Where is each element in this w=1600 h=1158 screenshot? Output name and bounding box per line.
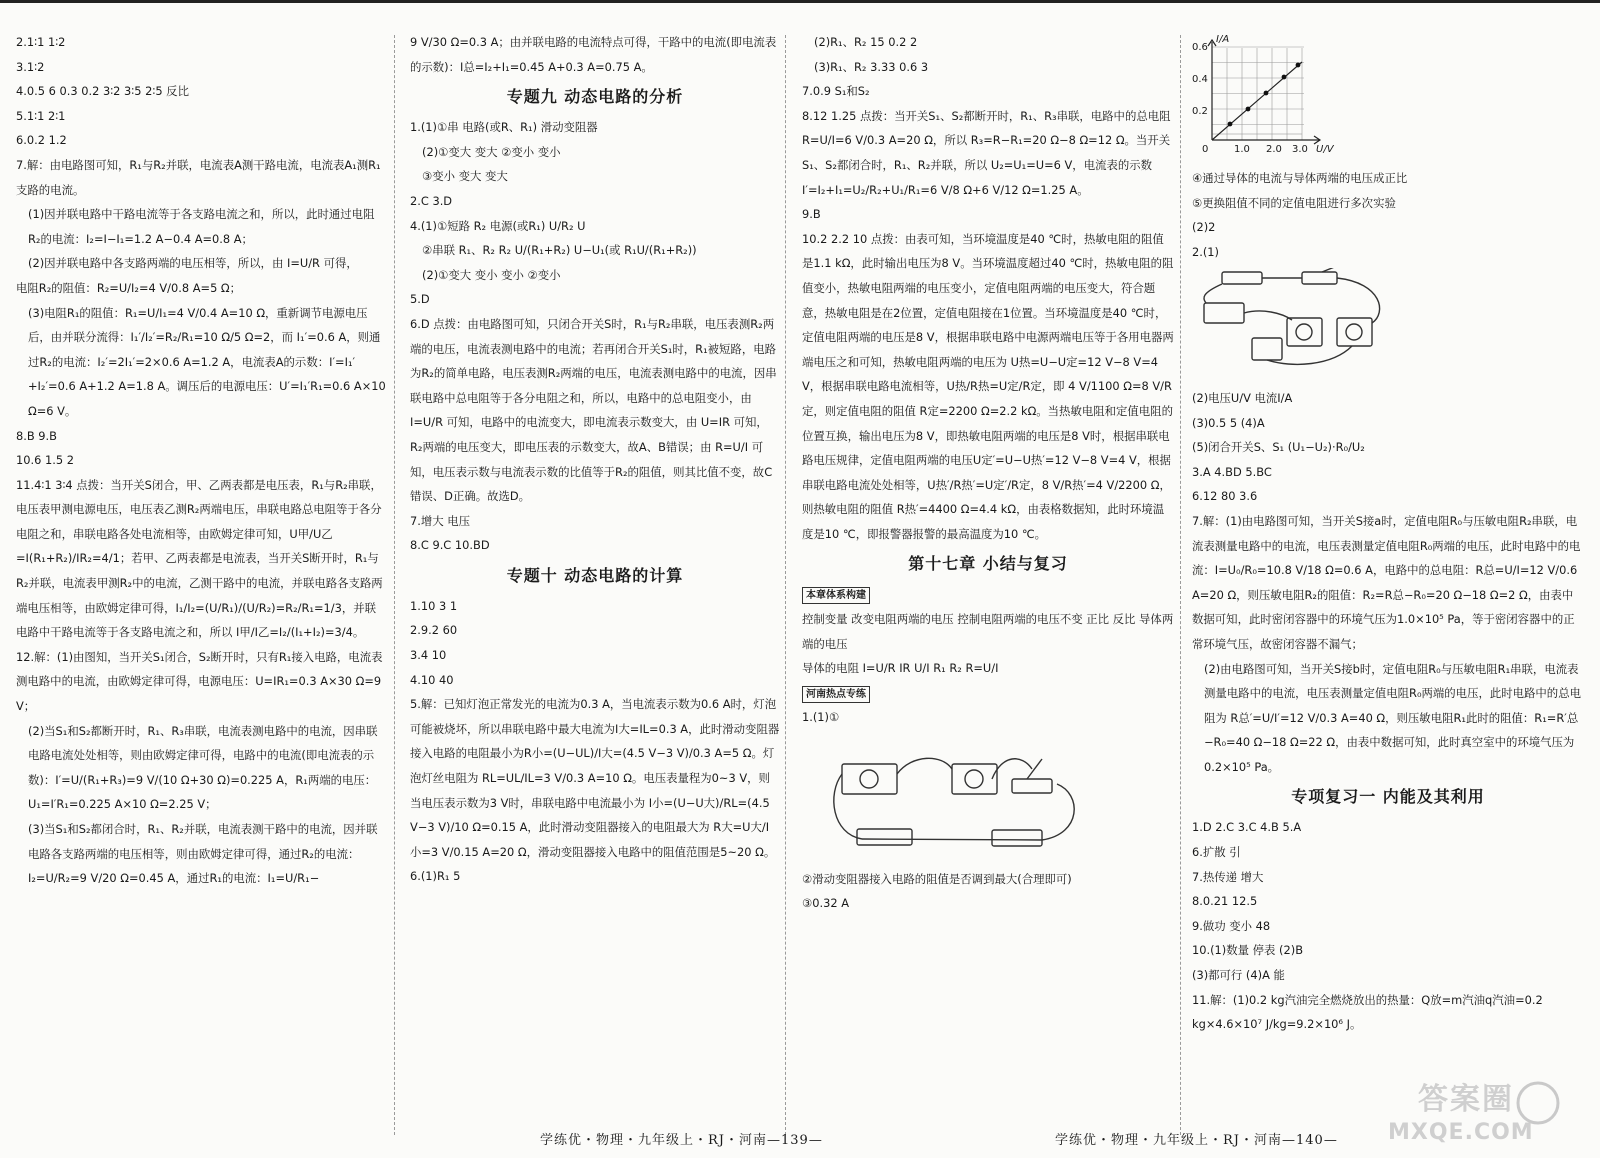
top-border bbox=[0, 0, 1600, 3]
answer-line: 9.做功 变小 48 bbox=[1192, 918, 1271, 933]
answer-line: 5.D bbox=[410, 292, 430, 307]
answer-line: 6.(1)R₁ 5 bbox=[410, 869, 461, 884]
answer-line: (3)0.5 5 (4)A bbox=[1192, 415, 1265, 430]
answer-line: 10.6 1.5 2 bbox=[16, 453, 74, 468]
answer-paragraph: 6.D 点拨：由电路图可知，只闭合开关S时，R₁与R₂串联，电压表测R₂两端的电压，电流表测电路中的电流；若再闭合开关S₁时，R₁被短路，电路为R₂的简单电路，电压表测R₂两端的电压，电流表测电路中的电流，因串联电路中总电阻等于各分电阻之和，所以，电路中的总电阻变小，由 I=U/R 可知，电路中的电流变大，即电流表示数变大，由 U=IR 可知，R₂两端的电压变大，即电压表的示数变大，故A、B错误；由 R=U/I 可知，电压表示数与电流表示数的比值等于R₂的阻值，则其比值不变，故C错误、D正确。故选D。 bbox=[410, 316, 777, 504]
answer-line: 10.(1)数量 停表 (2)B bbox=[1192, 943, 1304, 958]
graph-x-label: U/V bbox=[1316, 144, 1334, 155]
answer-line: 3.A 4.BD 5.BC bbox=[1192, 464, 1272, 479]
answer-line: (2)2 bbox=[1192, 220, 1216, 235]
answer-column-1 bbox=[16, 30, 386, 1085]
answer-paragraph: 7.解：(1)由电路图可知，当开关S接a时，定值电阻R₀与压敏电阻R₂串联，电流表测量电路中的电流，电压表测量定值电阻R₀两端的电压，此时电路中的电流：I=U₀/R₀=10.8 V/18 Ω=0.6 A，电路中的总电阻：R总=U/I=12 V/0.6 A=20 Ω，则压敏电阻R₂的阻值：R₂=R总−R₀=20 Ω−18 Ω=2 Ω，由表中数据可知，此时密闭容器中的环境气压为1.0×10⁵ Pa，等于密闭容器中的正常环境气压，故密闭容器不漏气； bbox=[1192, 513, 1581, 651]
answer-line: 2.C 3.D bbox=[410, 193, 453, 208]
graph-y-tick: 0.6 bbox=[1192, 42, 1208, 53]
answer-paragraph: 9 V/30 Ω=0.3 A；由并联电路的电流特点可得，干路中的电流(即电流表的示数)：I总=I₂+I₁=0.45 A+0.3 A=0.75 A。 bbox=[410, 35, 777, 74]
answer-line: 2.9.2 60 bbox=[410, 623, 458, 638]
column-divider bbox=[785, 35, 786, 1135]
circuit-diagram bbox=[1192, 268, 1584, 382]
watermark-logo-text: 答案圈 bbox=[1418, 1082, 1514, 1117]
page-footer-right: 学练优・物理・九年级上・RJ・河南—140— bbox=[1055, 1133, 1338, 1148]
answer-paragraph: 8.12 1.25 点拨：当开关S₁、S₂都断开时，R₁、R₃串联，电路中的总电阻 R=U/I=6 V/0.3 A=20 Ω，所以 R₃=R−R₁=20 Ω−8 Ω=12 Ω。当开关S₁、S₂都闭合时，R₁、R₂并联，所以 U₂=U₁=U=6 V，电流表的示数 I′=I₂+I₁=U₂/R₂+U₁/R₁=6 V/8 Ω+6 V/12 Ω=1.25 A。 bbox=[802, 108, 1171, 197]
answer-line: (2)电压U/V 电流I/A bbox=[1192, 390, 1293, 405]
answer-paragraph: (3)电阻R₁的阻值：R₁=U/I₁=4 V/0.4 A=10 Ω，重新调节电源电压后，由并联分流得：I₁′/I₂′=R₂/R₁=10 Ω/5 Ω=2，而 I₁′=0.6 A，则通过R₂的电流：I₂′=2I₁′=2×0.6 A=1.2 A，电流表A的示数：I′=I₁′+I₂′=0.6 A+1.2 A=1.8 A。调压后的电源电压：U′=I₁′R₁=0.6 A×10 Ω=6 V。 bbox=[28, 305, 386, 418]
answer-line: 4.0.5 6 0.3 0.2 3∶2 3∶5 2∶5 反比 bbox=[16, 84, 189, 99]
answer-line: 9.B bbox=[802, 207, 821, 222]
answer-line: 4.10 40 bbox=[410, 672, 454, 687]
section-label-box: 本章体系构建 bbox=[802, 587, 870, 604]
answer-paragraph: 11.解：(1)0.2 kg汽油完全燃烧放出的热量：Q放=m汽油q汽油=0.2 kg×4.6×10⁷ J/kg=9.2×10⁶ J。 bbox=[1192, 992, 1543, 1032]
graph-x-tick: 0 bbox=[1202, 144, 1209, 155]
answer-line: 7.0.9 S₁和S₂ bbox=[802, 84, 870, 99]
answer-paragraph: 控制变量 改变电阻两端的电压 控制电阻两端的电压不变 正比 反比 导体两端的电压 bbox=[802, 612, 1174, 651]
graph-x-tick: 1.0 bbox=[1234, 144, 1250, 155]
answer-line: 6.0.2 1.2 bbox=[16, 133, 67, 148]
section-heading: 专题九 动态电路的分析 bbox=[506, 87, 684, 107]
answer-line: ④通过导体的电流与导体两端的电压成正比 bbox=[1192, 171, 1408, 185]
answer-paragraph: (2)由电路图可知，当开关S接b时，定值电阻R₀与压敏电阻R₁串联，电流表测量电路中的电流，电压表测量定值电阻R₀两端的电压，此时电路中的总电阻为 R总′=U/I′=12 V/0.3 A=40 Ω，则压敏电阻R₁此时的阻值：R₁=R′总−R₀=40 Ω−18 Ω=22 Ω，由表中数据可知，此时真空室中的环境气压为0.2×10⁵ Pa。 bbox=[1204, 661, 1581, 774]
answer-column-3 bbox=[802, 30, 1174, 1085]
column-divider bbox=[394, 35, 395, 1135]
answer-line: 1.10 3 1 bbox=[410, 598, 458, 613]
answer-line: ②串联 R₁、R₂ R₂ U/(R₁+R₂) U−U₁(或 R₁U/(R₁+R₂)) bbox=[422, 243, 697, 258]
answer-line: (2)①变大 变大 ②变小 变小 bbox=[422, 144, 561, 159]
page-footer-left: 学练优・物理・九年级上・RJ・河南—139— bbox=[540, 1133, 823, 1148]
graph-x-tick: 2.0 bbox=[1266, 144, 1282, 155]
answer-line: 7.热传递 增大 bbox=[1192, 869, 1264, 884]
answer-paragraph: (2)当S₁和S₂都断开时，R₁、R₃串联，电流表测电路中的电流，因串联电路电流处处相等，则由欧姆定律可得，电路中的电流(即电流表的示数)：I′=U/(R₁+R₃)=9 V/(10 Ω+30 Ω)=0.225 A，R₁两端的电压：U₁=I′R₁=0.225 A×10 Ω=2.25 V； bbox=[28, 723, 378, 812]
section-label-box: 河南热点专练 bbox=[802, 686, 870, 703]
answer-paragraph: 电阻R₂的阻值：R₂=U/I₂=4 V/0.8 A=5 Ω； bbox=[16, 280, 242, 295]
answer-paragraph: (1)因并联电路中干路电流等于各支路电流之和，所以，此时通过电阻R₂的电流：I₂=I−I₁=1.2 A−0.4 A=0.8 A； bbox=[28, 207, 375, 246]
column-divider bbox=[1180, 35, 1181, 1135]
answer-line: (2)①变大 变小 变小 ②变小 bbox=[422, 267, 561, 282]
i-u-graph bbox=[1192, 34, 1584, 162]
graph-y-tick: 0.4 bbox=[1192, 74, 1208, 85]
answer-line: 1.D 2.C 3.C 4.B 5.A bbox=[1192, 820, 1302, 835]
answer-line: 2.(1) bbox=[1192, 244, 1220, 259]
answer-line: 4.(1)①短路 R₂ 电源(或R₁) U/R₂ U bbox=[410, 218, 586, 233]
answer-line: 1.(1)① bbox=[802, 710, 840, 725]
graph-y-tick: 0.2 bbox=[1192, 106, 1208, 117]
answer-paragraph: (3)当S₁和S₂都闭合时，R₁、R₂并联，电流表测干路中的电流，因并联电路各支路两端的电压相等，则由欧姆定律可得，通过R₂的电流：I₂=U/R₂=9 V/20 Ω=0.45 A，通过R₁的电流：I₁=U/R₁− bbox=[28, 822, 378, 886]
answer-column-2 bbox=[410, 30, 780, 1085]
watermark-logo bbox=[1348, 1078, 1578, 1148]
answer-line: 3.4 10 bbox=[410, 648, 447, 663]
answer-column-4 bbox=[1192, 30, 1584, 1085]
answer-line: 8.0.21 12.5 bbox=[1192, 894, 1258, 909]
answer-line: ⑤更换阻值不同的定值电阻进行多次实验 bbox=[1192, 195, 1396, 210]
answer-line: 2.1∶1 1∶2 bbox=[16, 35, 66, 49]
answer-line: (2)R₁、R₂ 15 0.2 2 bbox=[814, 35, 918, 49]
answer-paragraph: 12.解：(1)由图知，当开关S₁闭合，S₂断开时，只有R₁接入电路，电流表测电路中的电流，由欧姆定律可得，电源电压：U=IR₁=0.3 A×30 Ω=9 V； bbox=[16, 649, 383, 714]
answer-line: 导体的电阻 I=U/R IR U/I R₁ R₂ R=U/I bbox=[802, 661, 999, 676]
answer-paragraph: 5.解：已知灯泡正常发光的电流为0.3 A，当电流表示数为0.6 A时，灯泡可能被烧坏，所以串联电路中最大电流为I大=IL=0.3 A，此时滑动变阻器接入电路的电阻最小为R小=(U−UL)/I大=(4.5 V−3 V)/0.3 A=5 Ω。灯泡灯丝电阻为 RL=UL/IL=3 V/0.3 A=10 Ω。电压表量程为0~3 V，则当电压表示数为3 V时，串联电路中电流最小为 I小=(U−U大)/RL=(4.5 V−3 V)/10 Ω=0.15 A，此时滑动变阻器接入的电阻最大为 R大=U大/I小=3 V/0.15 A=20 Ω，滑动变阻器接入电路中的阻值范围是5~20 Ω。 bbox=[410, 697, 780, 859]
answer-line: (3)都可行 (4)A 能 bbox=[1192, 968, 1285, 983]
answer-line: 1.(1)①串 电路(或R、R₁) 滑动变阻器 bbox=[410, 120, 598, 135]
answer-paragraph: (2)因并联电路中各支路两端的电压相等，所以，由 I=U/R 可得， bbox=[28, 256, 358, 271]
answer-paragraph: 11.4∶1 3∶4 点拨：当开关S闭合，甲、乙两表都是电压表，R₁与R₂串联，电压表甲测电源电压，电压表乙测R₂两端电压，串联电路总电阻等于各分电阻之和，串联电路各处电流相等，由欧姆定律可知，U甲/U乙=I(R₁+R₂)/IR₂=4/1；若甲、乙两表都是电流表，当开关S断开时，R₁与R₂并联，电流表甲测R₂中的电流，乙测干路中的电流，并联电路各支路两端电压相等，由欧姆定律可得，I₁/I₂=(U/R₁)/(U/R₂)=R₂/R₁=1/3，并联电路中干路电流等于各支路电流之和，所以 I甲/I乙=I₂/(I₁+I₂)=3/4。 bbox=[16, 477, 383, 640]
answer-line: (3)R₁、R₂ 3.33 0.6 3 bbox=[814, 59, 929, 74]
answer-line: 6.12 80 3.6 bbox=[1192, 489, 1258, 504]
answer-line: 8.B 9.B bbox=[16, 428, 57, 443]
answer-line: (5)闭合开关S、S₁ (U₁−U₂)·R₀/U₂ bbox=[1192, 440, 1365, 455]
answer-line: 5.1∶1 2∶1 bbox=[16, 108, 66, 123]
answer-line: ③变小 变大 变大 bbox=[422, 169, 508, 184]
watermark-text: MXQE.COM bbox=[1388, 1120, 1534, 1145]
answer-line: 7.增大 电压 bbox=[410, 513, 471, 528]
section-heading: 专项复习一 内能及其利用 bbox=[1291, 787, 1485, 807]
section-heading: 专题十 动态电路的计算 bbox=[506, 565, 684, 585]
answer-paragraph: 10.2 2.2 10 点拨：由表可知，当环境温度是40 ℃时，热敏电阻的阻值是1.1 kΩ，此时输出电压为8 V。当环境温度超过40 ℃时，热敏电阻的阻值变小，热敏电阻两端的电压变小，定值电阻两端的电压变大，符合题意，热敏电阻是在2位置，定值电阻接在1位置。当环境温度是40 ℃时，定值电阻两端的电压是8 V，根据串联电路中电源两端电压等于各用电器两端电压之和可知，热敏电阻两端的电压为 U热=U−U定=12 V−8 V=4 V，根据串联电路电流相等，U热/R热=U定/R定，即 4 V/1100 Ω=8 V/R定，则定值电阻的阻值 R定=2200 Ω=2.2 kΩ。当热敏电阻和定值电阻的位置互换，输出电压为8 V，即热敏电阻两端的电压是8 V时，根据串联电路电压规律，定值电阻两端的电压U定′=U−U热′=12 V−8 V=4 V，根据串联电路电流处处相等，U热′/R热′=U定′/R定，8 V/R热′=4 V/2200 Ω，则热敏电阻的阻值 R热′=4400 Ω=4.4 kΩ，由表格数据知，此时环境温度是10 ℃，即报警器报警的最高温度为10 ℃。 bbox=[802, 231, 1174, 541]
answer-paragraph: 7.解：由电路图可知，R₁与R₂并联，电流表A测干路电流，电流表A₁测R₁支路的电流。 bbox=[16, 157, 381, 197]
graph-x-tick: 3.0 bbox=[1292, 144, 1308, 155]
circuit-diagram bbox=[802, 734, 1174, 863]
answer-line: 8.C 9.C 10.BD bbox=[410, 538, 490, 553]
answer-line: ②滑动变阻器接入电路的阻值是否调到最大(合理即可) bbox=[802, 871, 1072, 886]
answer-line: 6.扩散 引 bbox=[1192, 845, 1241, 860]
graph-y-label: I/A bbox=[1216, 34, 1230, 45]
answer-line: ③0.32 A bbox=[802, 896, 849, 911]
chapter-heading: 第十七章 小结与复习 bbox=[908, 554, 1068, 574]
answer-line: 3.1∶2 bbox=[16, 59, 45, 74]
